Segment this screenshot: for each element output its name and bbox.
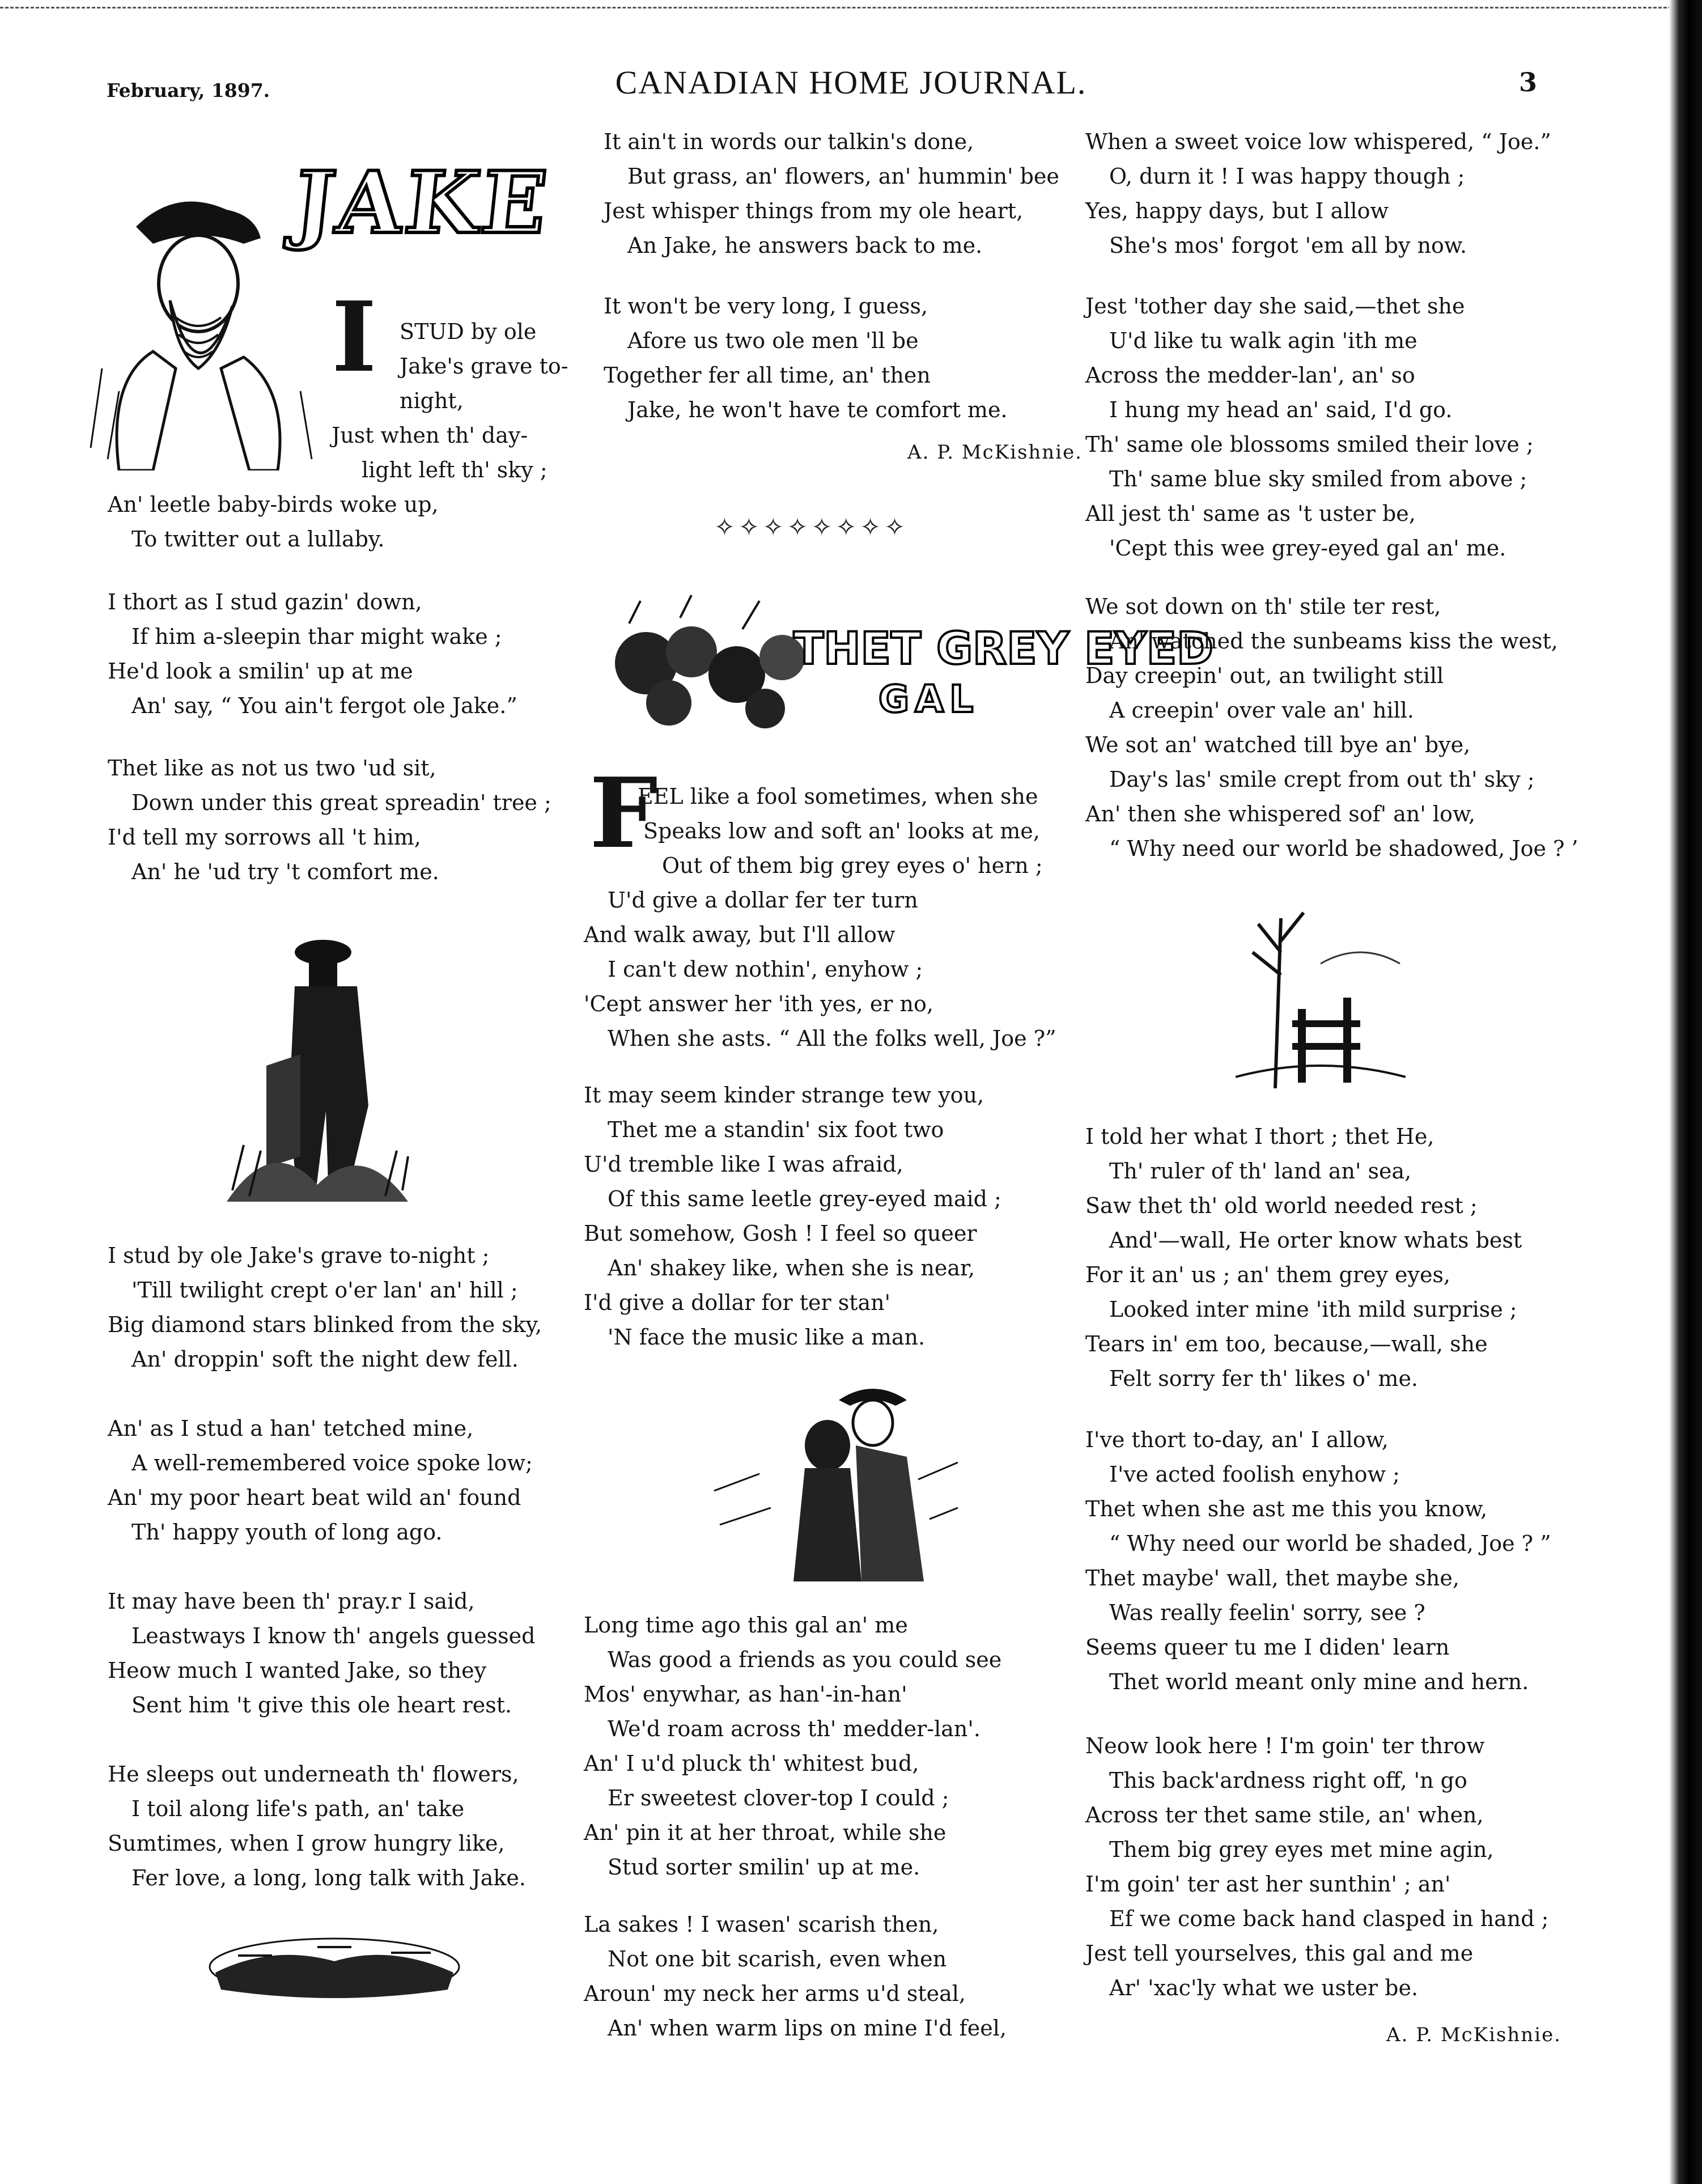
verse-line: I've thort to-day, an' I allow, [1085,1427,1389,1452]
verse-line: When a sweet voice low whispered, “ Joe.” [1085,129,1551,154]
gal-title-line-2: GAL [878,677,979,721]
verse-line: An' my poor heart beat wild an' found [108,1485,521,1510]
section-ornament: ✧✧✧✧✧✧✧✧ [714,513,909,542]
stanza [604,289,1008,427]
verse-line: An' watched the sunbeams kiss the west, [1109,629,1558,654]
verse-line: Sumtimes, when I grow hungry like, [108,1831,505,1856]
verse-line: Fer love, a long, long talk with Jake. [131,1865,526,1890]
verse-line: Mos' enywhar, as han'-in-han' [584,1682,907,1707]
man-at-grave-illustration [215,918,419,1213]
verse-line: U'd like tu walk agin 'ith me [1109,328,1417,353]
stanza [584,1907,1007,2046]
journal-title: CANADIAN HOME JOURNAL. [615,64,1087,101]
verse-line: He sleeps out underneath th' flowers, [108,1762,519,1787]
verse-line: An' shakey like, when she is near, [608,1256,975,1280]
stanza [1085,289,1534,566]
stanza [584,1608,1001,1885]
verse-line: This back'ardness right off, 'n go [1109,1768,1467,1793]
verse-line: To twitter out a lullaby. [131,527,385,552]
verse-line: Thet me a standin' six foot two [608,1117,944,1142]
stanza [108,585,517,723]
verse-line: Just when th' day- [332,423,528,448]
stanza [1085,125,1551,263]
verse-line: Er sweetest clover-top I could ; [608,1786,949,1810]
verse-line: Yes, happy days, but I allow [1085,198,1389,223]
verse-line: I hung my head an' said, I'd go. [1109,397,1453,422]
verse-line: Seems queer tu me I diden' learn [1085,1635,1450,1660]
issue-date: February, 1897. [107,79,270,101]
verse-line: I'm goin' ter ast her sunthin' ; an' [1085,1872,1451,1897]
verse-line: Heow much I wanted Jake, so they [108,1658,487,1683]
verse-line: Jake's grave to- [400,354,568,379]
verse-line: night, [400,388,464,413]
verse-line: An' he 'ud try 't comfort me. [131,859,439,884]
verse-line: We'd roam across th' medder-lan'. [608,1716,981,1741]
verse-line: Thet like as not us two 'ud sit, [108,756,436,781]
verse-line: But somehow, Gosh ! I feel so queer [584,1221,977,1246]
verse-line: light left th' sky ; [362,457,547,482]
verse-line: Tears in' em too, because,—wall, she [1085,1331,1488,1356]
stanza [108,1239,542,1377]
verse-line: Day's las' smile crept from out th' sky ; [1109,767,1535,792]
verse-line: Across ter thet same stile, an' when, [1085,1803,1484,1827]
verse-line: Big diamond stars blinked from the sky, [108,1312,542,1337]
verse-line: I thort as I stud gazin' down, [108,590,422,614]
verse-line: 'Cept this wee grey-eyed gal an' me. [1109,536,1506,561]
verse-line: Sent him 't give this ole heart rest. [131,1693,512,1717]
verse-line: An' droppin' soft the night dew fell. [131,1347,519,1372]
stanza [108,751,551,889]
verse-line: We sot down on th' stile ter rest, [1085,594,1441,619]
verse-line: STUD by ole [400,319,537,344]
verse-line: Down under this great spreadin' tree ; [131,790,551,815]
verse-line: Out of them big grey eyes o' hern ; [662,853,1043,878]
stanza [604,125,1059,263]
stanza [108,1757,526,1895]
verse-line: Thet world meant only mine and hern. [1109,1669,1529,1694]
verse-line: Jest tell yourselves, this gal and me [1085,1941,1474,1966]
verse-line: Afore us two ole men 'll be [627,328,919,353]
verse-line: And'—wall, He orter know whats best [1109,1228,1522,1253]
page-number: 3 [1519,67,1538,97]
verse-line: It may have been th' pray.r I said, [108,1589,475,1614]
stanza [1085,1119,1522,1396]
verse-line: “ Why need our world be shadowed, Joe ? ’ [1109,836,1578,861]
verse-line: An' I u'd pluck th' whitest bud, [584,1751,919,1776]
verse-line: An' pin it at her throat, while she [584,1820,947,1845]
verse-line: If him a-sleepin thar might wake ; [131,624,502,649]
verse-line: Them big grey eyes met mine agin, [1109,1837,1494,1862]
verse-line: “ Why need our world be shaded, Joe ? ” [1109,1531,1551,1556]
verse-line: An' leetle baby-birds woke up, [108,492,439,517]
verse-line: 'Till twilight crept o'er lan' an' hill ; [131,1278,518,1303]
verse-line: Ar' 'xac'ly what we uster be. [1109,1975,1419,2000]
verse-line: Saw thet th' old world needed rest ; [1085,1193,1478,1218]
verse-line: I've acted foolish enyhow ; [1109,1462,1400,1487]
verse-line: I'd tell my sorrows all 't him, [108,825,421,850]
verse-line: It ain't in words our talkin's done, [604,129,974,154]
verse-line: Of this same leetle grey-eyed maid ; [608,1186,1001,1211]
verse-line: Not one bit scarish, even when [608,1946,947,1971]
verse-line: U'd give a dollar fer ter turn [608,888,918,913]
verse-line: Thet maybe' wall, thet maybe she, [1085,1566,1459,1591]
stanza [584,1078,1001,1355]
verse-line: La sakes ! I wasen' scarish then, [584,1912,939,1937]
verse-line: Jest whisper things from my ole heart, [604,198,1024,223]
verse-line: Together fer all time, an' then [604,363,931,388]
verse-line: An' then she whispered sof' an' low, [1085,801,1476,826]
verse-line: Stud sorter smilin' up at me. [608,1855,920,1880]
verse-line: A creepin' over vale an' hill. [1109,698,1415,723]
verse-line: Ef we come back hand clasped in hand ; [1109,1906,1549,1931]
verse-line: An' say, “ You ain't fergot ole Jake.” [131,693,517,718]
verse-line: Looked inter mine 'ith mild surprise ; [1109,1297,1517,1322]
verse-line: Long time ago this gal an' me [584,1613,908,1638]
verse-line: She's mos' forgot 'em all by now. [1109,233,1467,258]
verse-line: U'd tremble like I was afraid, [584,1152,903,1177]
verse-line: 'Cept answer her 'ith yes, er no, [584,991,933,1016]
stile-tree-illustration [1236,907,1406,1088]
verse-line: I can't dew nothin', enyhow ; [608,957,923,982]
verse-line: Was really feelin' sorry, see ? [1109,1600,1425,1625]
verse-line: O, durn it ! I was happy though ; [1109,164,1465,189]
stanza [108,1584,536,1723]
verse-line: An' as I stud a han' tetched mine, [108,1416,474,1441]
couple-illustration [703,1377,964,1587]
verse-line: He'd look a smilin' up at me [108,659,413,684]
verse-line: Jake, he won't have te comfort me. [627,397,1008,422]
verse-line: Th' same blue sky smiled from above ; [1109,467,1527,491]
gal-dropcap: F [589,757,658,870]
verse-line: Leastways I know th' angels guessed [131,1623,536,1648]
stanza [1085,1423,1551,1699]
binding-edge [1669,0,1702,2184]
verse-line: Aroun' my neck her arms u'd steal, [584,1981,966,2006]
verse-line: EEL like a fool sometimes, when she [638,784,1038,809]
signature: A. P. McKishnie. [1386,2024,1561,2046]
verse-line: We sot an' watched till bye an' bye, [1085,732,1471,757]
verse-line: Jest 'tother day she said,—thet she [1085,294,1465,319]
verse-line: I stud by ole Jake's grave to-night ; [108,1243,490,1268]
verse-line: Neow look here ! I'm goin' ter throw [1085,1733,1485,1758]
verse-line: But grass, an' flowers, an' hummin' bee [627,164,1059,189]
verse-line: An Jake, he answers back to me. [627,233,983,258]
verse-line: Was good a friends as you could see [608,1647,1002,1672]
stanza [1085,590,1578,866]
verse-line: 'N face the music like a man. [608,1325,926,1350]
verse-line: A well-remembered voice spoke low; [131,1451,533,1475]
verse-line: Th' ruler of th' land an' sea, [1109,1159,1412,1184]
verse-line: Th' same ole blossoms smiled their love ; [1085,432,1534,457]
verse-line: It may seem kinder strange tew you, [584,1083,984,1108]
stanza [108,1411,533,1550]
verse-line: All jest th' same as 't uster be, [1085,501,1416,526]
verse-line: When she asts. “ All the folks well, Joe ?” [608,1026,1056,1051]
verse-line: Felt sorry fer th' likes o' me. [1109,1366,1419,1391]
verse-line: Thet when she ast me this you know, [1085,1496,1488,1521]
verse-line: Day creepin' out, an twilight still [1085,663,1444,688]
verse-line: I'd give a dollar for ter stan' [584,1290,891,1315]
verse-line: An' when warm lips on mine I'd feel, [608,2016,1007,2041]
verse-line: I told her what I thort ; thet He, [1085,1124,1434,1149]
verse-line: Speaks low and soft an' looks at me, [643,819,1040,843]
verse-line: It won't be very long, I guess, [604,294,928,319]
verse-line: For it an' us ; an' them grey eyes, [1085,1262,1451,1287]
gal-title-line-1: THET GREY EYED [793,624,1213,675]
jake-title: JAKE [289,153,554,253]
signature: A. P. McKishnie. [907,441,1083,464]
landscape-illustration [204,1922,465,2007]
verse-line: Th' happy youth of long ago. [131,1520,443,1545]
jake-dropcap: I [332,281,377,394]
stanza [1085,1729,1548,2005]
top-border [0,0,1672,9]
verse-line: And walk away, but I'll allow [584,922,895,947]
verse-line: Across the medder-lan', an' so [1085,363,1415,388]
verse-line: I toil along life's path, an' take [131,1796,465,1821]
